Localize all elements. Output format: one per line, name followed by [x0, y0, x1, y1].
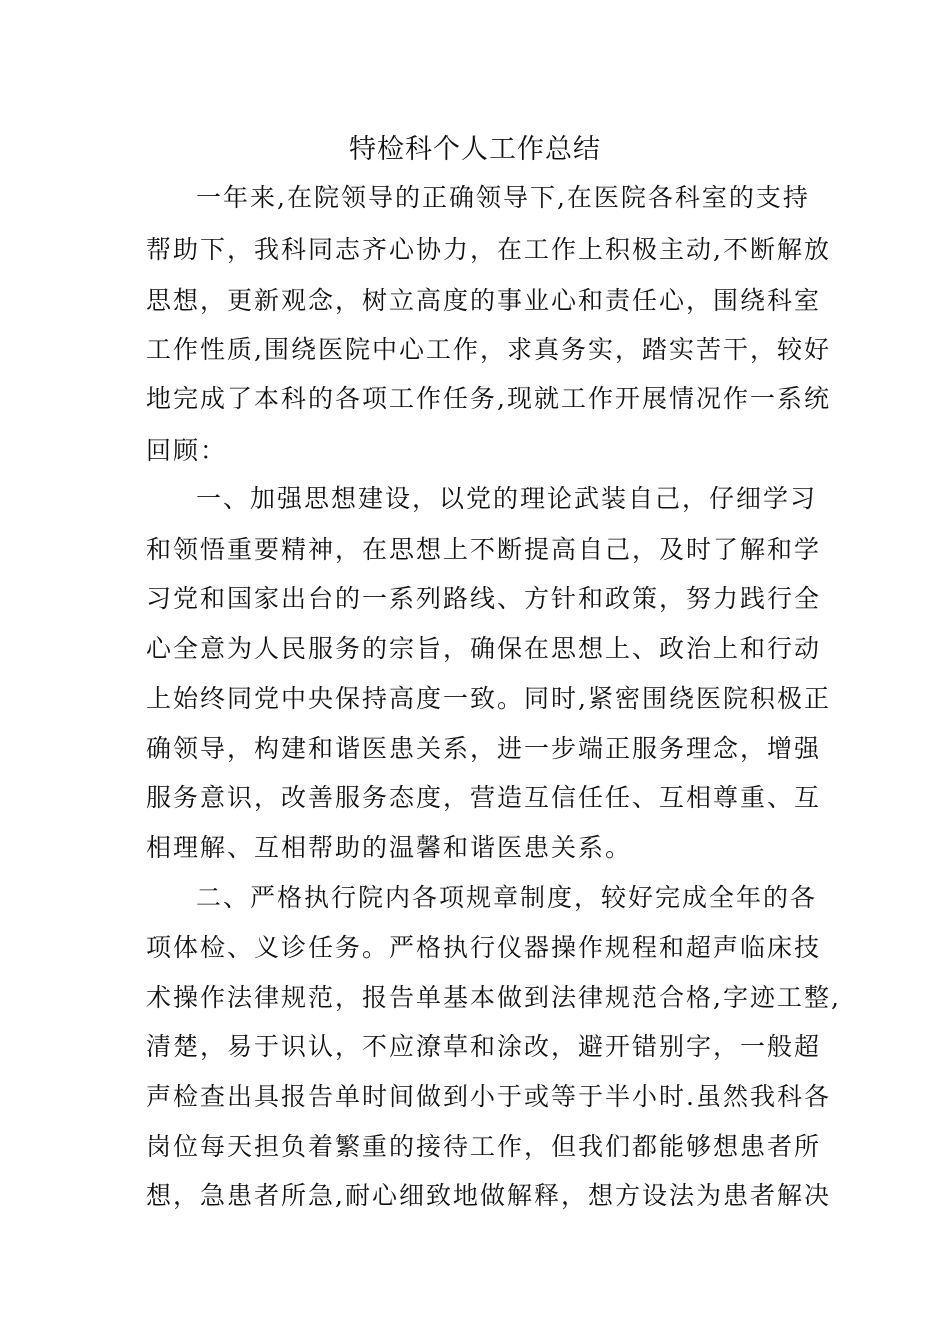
paragraph-1-line-3: 思想，更新观念，树立高度的事业心和责任心，围绕科室: [146, 286, 822, 315]
paragraph-3-line-7: 想，急患者所急,耐心细致地做解释，想方设法为患者解决: [146, 1181, 831, 1210]
paragraph-2-line-2: 和领悟重要精神，在思想上不断提高自己，及时了解和学: [146, 535, 822, 564]
paragraph-3-line-1: 二、严格执行院内各项规章制度，较好完成全年的各: [196, 883, 818, 912]
paragraph-3-line-2: 项体检、义诊任务。严格执行仪器操作规程和超声临床技: [146, 933, 822, 962]
paragraph-2-line-8: 相理解、互相帮助的温馨和谐医患关系。: [146, 833, 633, 862]
paragraph-3-line-3: 术操作法律规范，报告单基本做到法律规范合格,字迹工整,: [146, 983, 841, 1012]
paragraph-2-line-6: 确领导，构建和谐医患关系，进一步端正服务理念，增强: [146, 734, 822, 763]
document-title: 特检科个人工作总结: [349, 134, 601, 165]
paragraph-1-line-1: 一年来,在院领导的正确领导下,在医院各科室的支持: [196, 183, 810, 212]
paragraph-1-line-6: 回顾：: [146, 436, 228, 465]
paragraph-2-line-7: 服务意识，改善服务态度，营造互信任任、互相尊重、互: [146, 783, 822, 812]
paragraph-1-line-2: 帮助下，我科同志齐心协力，在工作上积极主动,不断解放: [146, 235, 831, 264]
paragraph-2-line-4: 心全意为人民服务的宗旨，确保在思想上、政治上和行动: [146, 634, 822, 663]
paragraph-3-line-6: 岗位每天担负着繁重的接待工作，但我们都能够想患者所: [146, 1132, 822, 1161]
paragraph-3-line-5: 声检查出具报告单时间做到小于或等于半小时.虽然我科各: [146, 1082, 831, 1111]
paragraph-2-line-3: 习党和国家出台的一系列路线、方针和政策，努力践行全: [146, 584, 822, 613]
paragraph-1-line-4: 工作性质,围绕医院中心工作，求真务实，踏实苦干，较好: [146, 335, 831, 364]
paragraph-3-line-4: 清楚，易于识认，不应潦草和涂改，避开错别字，一般超: [146, 1032, 822, 1061]
paragraph-2-line-1: 一、加强思想建设，以党的理论武装自己，仔细学习: [196, 484, 818, 513]
paragraph-1-line-5: 地完成了本科的各项工作任务,现就工作开展情况作一系统: [146, 384, 831, 413]
paragraph-2-line-5: 上始终同党中央保持高度一致。同时,紧密围绕医院积极正: [146, 684, 831, 713]
